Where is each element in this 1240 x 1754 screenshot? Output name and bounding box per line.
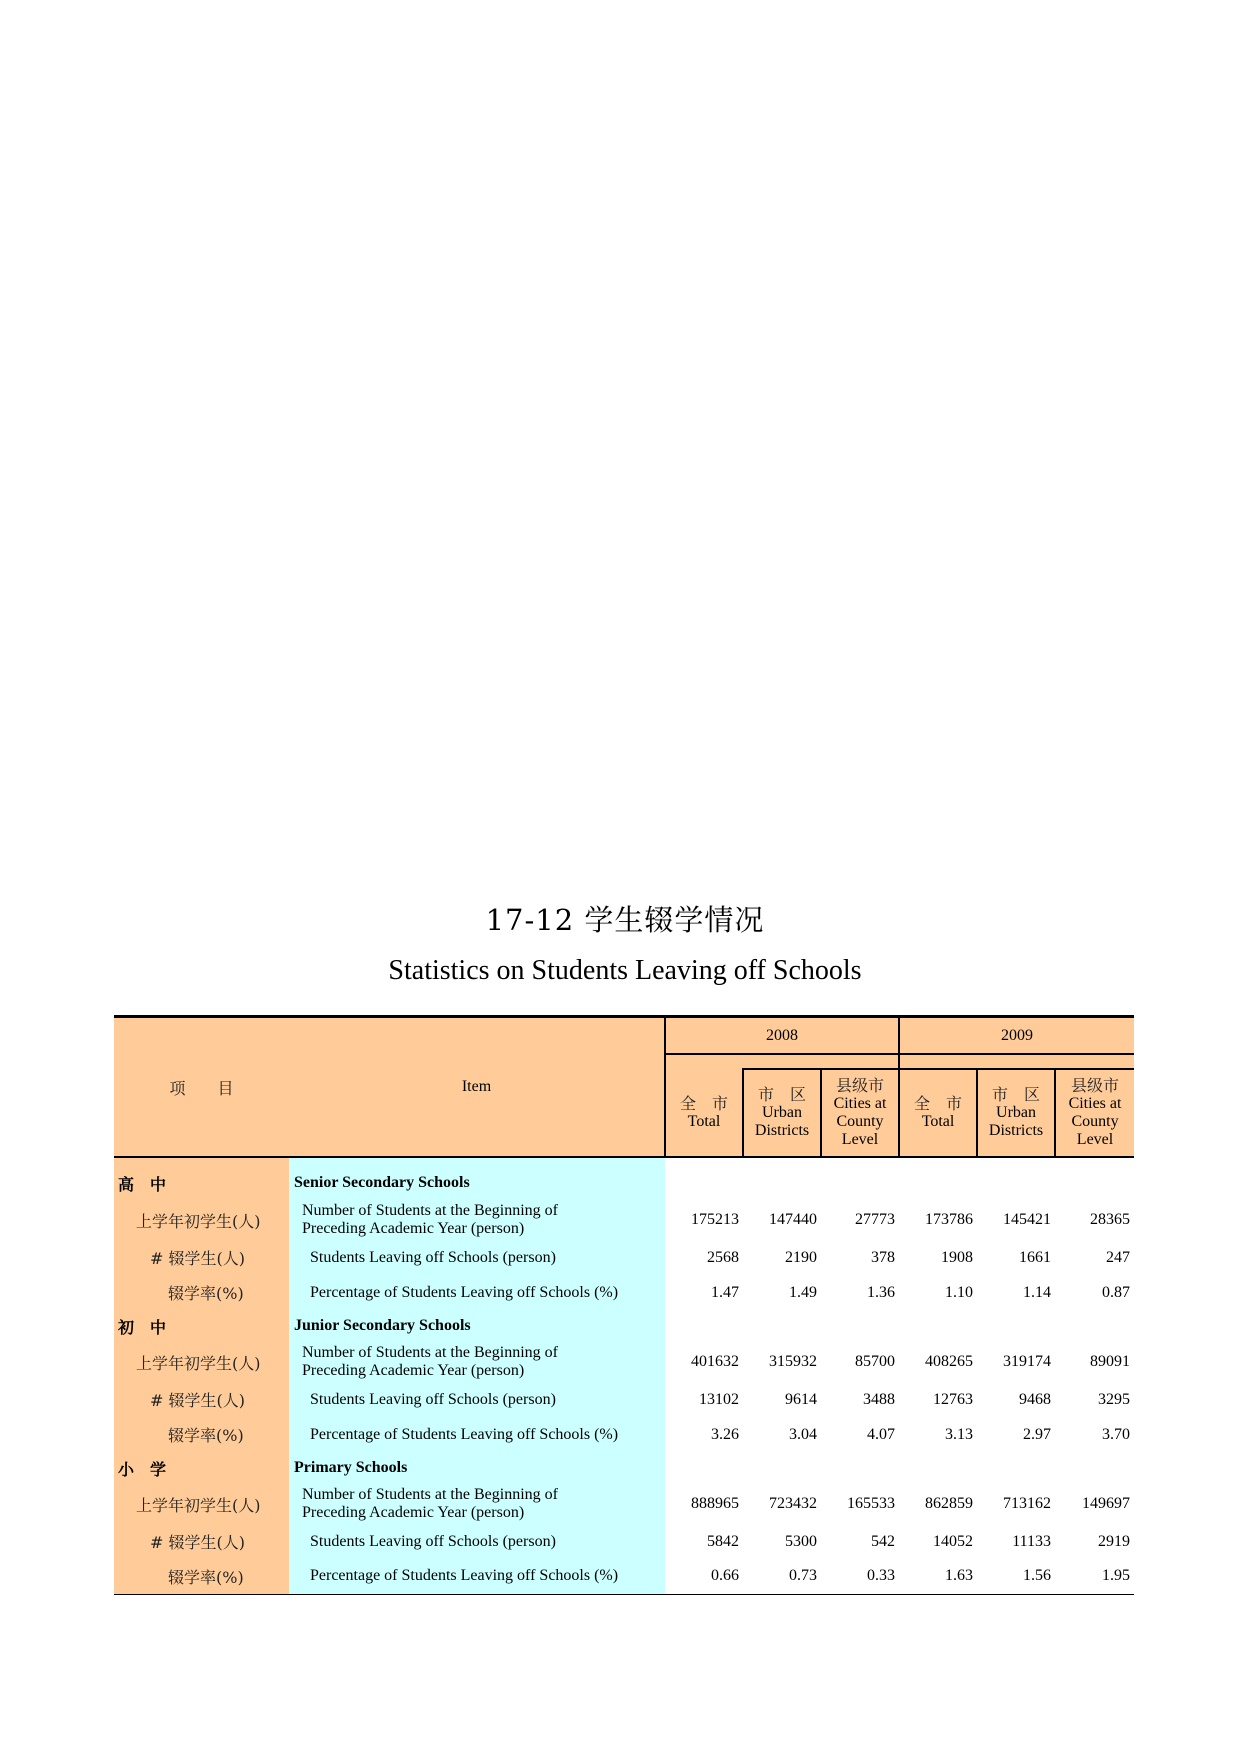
table-row xyxy=(114,1200,1134,1240)
cell-value: 85700 xyxy=(855,1353,896,1370)
cell-value: 1.14 xyxy=(1023,1283,1052,1301)
table-row xyxy=(114,1240,1134,1275)
row-label-cn: 上学年初学生(人) xyxy=(114,1342,289,1382)
cell-value: 0.87 xyxy=(1102,1283,1131,1301)
header-col-county-2009: 县级市 Cities at County Level xyxy=(1055,1069,1134,1157)
row-label-cn: # 辍学生(人) xyxy=(114,1240,289,1275)
cell-value: 1.10 xyxy=(945,1283,974,1301)
statistics-table xyxy=(114,1015,1134,1595)
table-row xyxy=(114,1484,1134,1524)
cell-value: 1661 xyxy=(1019,1248,1052,1266)
page-title-english: Statistics on Students Leaving off Schools xyxy=(388,955,862,986)
table-body xyxy=(114,1157,1134,1594)
cell-value: 713162 xyxy=(1003,1495,1052,1512)
header-col-county-2008: 县级市 Cities at County Level xyxy=(821,1069,899,1157)
row-label-en: Number of Students at the Beginning of Preceding Academic Year (person) xyxy=(289,1342,665,1382)
cell-value: 3.70 xyxy=(1102,1425,1131,1443)
cell-value: 9614 xyxy=(785,1390,817,1408)
section-en-label: Senior Secondary Schools xyxy=(289,1166,665,1200)
cell-value: 0.66 xyxy=(665,1559,743,1594)
cell-value: 149697 xyxy=(1082,1495,1131,1512)
cell-value: 1.47 xyxy=(711,1283,739,1301)
row-label-cn: 上学年初学生(人) xyxy=(114,1484,289,1524)
header-col-urban-2008: 市 区 Urban Districts xyxy=(743,1069,821,1157)
row-label-cn: 上学年初学生(人) xyxy=(114,1200,289,1240)
cell-value: 14052 xyxy=(933,1532,974,1550)
table-row xyxy=(114,1342,1134,1382)
table-row xyxy=(114,1559,1134,1594)
header-year-2008: 2008 xyxy=(665,1017,899,1055)
cell-value: 147440 xyxy=(769,1211,817,1228)
cell-value: 542 xyxy=(871,1532,896,1550)
cell-value: 862859 xyxy=(925,1495,974,1512)
cell-value: 319174 xyxy=(1003,1353,1052,1370)
cell-value: 175213 xyxy=(691,1211,739,1228)
header-item-en: Item xyxy=(461,1078,492,1095)
row-label-en: Students Leaving off Schools (person) xyxy=(289,1240,665,1275)
section-heading-senior xyxy=(114,1166,1134,1200)
cell-value: 5842 xyxy=(707,1532,739,1550)
cell-value: 28365 xyxy=(1090,1211,1131,1228)
cell-value: 0.33 xyxy=(821,1559,899,1594)
section-en-label: Primary Schools xyxy=(289,1452,665,1484)
cell-value: 89091 xyxy=(1090,1353,1131,1370)
row-label-cn: # 辍学生(人) xyxy=(114,1524,289,1559)
cell-value: 3295 xyxy=(1098,1390,1131,1408)
cell-value: 1.49 xyxy=(789,1283,817,1301)
cell-value: 11133 xyxy=(1012,1532,1052,1550)
header-item-cn: 项 目 xyxy=(169,1078,234,1098)
cell-value: 247 xyxy=(1106,1248,1131,1266)
cell-value: 12763 xyxy=(933,1390,974,1408)
table-row xyxy=(114,1382,1134,1417)
cell-value: 378 xyxy=(871,1248,896,1266)
section-heading-primary xyxy=(114,1452,1134,1484)
row-label-en: Percentage of Students Leaving off Schools (%) xyxy=(289,1417,665,1452)
row-label-en: Percentage of Students Leaving off Schools (%) xyxy=(289,1275,665,1310)
cell-value: 5300 xyxy=(785,1532,817,1550)
header-year-row xyxy=(114,1017,1134,1055)
cell-value: 888965 xyxy=(691,1495,739,1512)
row-label-cn: 辍学率(%) xyxy=(114,1559,289,1594)
header-col-total-2008: 全 市 Total xyxy=(665,1069,743,1157)
cell-value: 2568 xyxy=(707,1248,739,1266)
row-label-cn: # 辍学生(人) xyxy=(114,1382,289,1417)
cell-value: 173786 xyxy=(925,1211,974,1228)
section-cn-label: 高 中 xyxy=(114,1166,289,1200)
cell-value: 723432 xyxy=(769,1495,817,1512)
section-cn-label: 小 学 xyxy=(114,1452,289,1484)
cell-value: 1908 xyxy=(941,1248,974,1266)
page-title-chinese: 17-12 学生辍学情况 xyxy=(485,903,765,937)
row-label-en: Students Leaving off Schools (person) xyxy=(289,1524,665,1559)
section-en-label: Junior Secondary Schools xyxy=(289,1310,665,1342)
table-row xyxy=(114,1524,1134,1559)
cell-value: 13102 xyxy=(699,1390,739,1408)
cell-value: 3.26 xyxy=(711,1425,739,1443)
cell-value: 2190 xyxy=(785,1248,817,1266)
cell-value: 1.63 xyxy=(899,1559,977,1594)
cell-value: 401632 xyxy=(691,1353,739,1370)
cell-value: 3488 xyxy=(863,1390,896,1408)
row-label-cn: 辍学率(%) xyxy=(114,1417,289,1452)
header-year-2009: 2009 xyxy=(899,1017,1134,1055)
cell-value: 3.04 xyxy=(789,1425,817,1443)
row-label-en: Number of Students at the Beginning of Preceding Academic Year (person) xyxy=(289,1200,665,1240)
cell-value: 145421 xyxy=(1003,1211,1052,1228)
section-heading-junior xyxy=(114,1310,1134,1342)
cell-value: 165533 xyxy=(847,1495,896,1512)
cell-value: 408265 xyxy=(925,1353,974,1370)
table-row xyxy=(114,1417,1134,1452)
cell-value: 1.36 xyxy=(867,1283,896,1301)
cell-value: 4.07 xyxy=(867,1425,896,1443)
cell-value: 0.73 xyxy=(743,1559,821,1594)
row-label-en: Students Leaving off Schools (person) xyxy=(289,1382,665,1417)
cell-value: 9468 xyxy=(1019,1390,1052,1408)
header-col-total-2009: 全 市 Total xyxy=(899,1069,977,1157)
row-label-en: Number of Students at the Beginning of Preceding Academic Year (person) xyxy=(289,1484,665,1524)
cell-value: 315932 xyxy=(769,1353,817,1370)
cell-value: 1.56 xyxy=(977,1559,1055,1594)
row-label-cn: 辍学率(%) xyxy=(114,1275,289,1310)
section-cn-label: 初 中 xyxy=(114,1310,289,1342)
header-col-urban-2009: 市 区 Urban Districts xyxy=(977,1069,1055,1157)
row-label-en: Percentage of Students Leaving off Schools (%) xyxy=(289,1559,665,1594)
cell-value: 2.97 xyxy=(1023,1425,1052,1443)
cell-value: 27773 xyxy=(855,1211,896,1228)
cell-value: 2919 xyxy=(1098,1532,1131,1550)
cell-value: 1.95 xyxy=(1055,1559,1134,1594)
table-row xyxy=(114,1275,1134,1310)
cell-value: 3.13 xyxy=(945,1425,974,1443)
